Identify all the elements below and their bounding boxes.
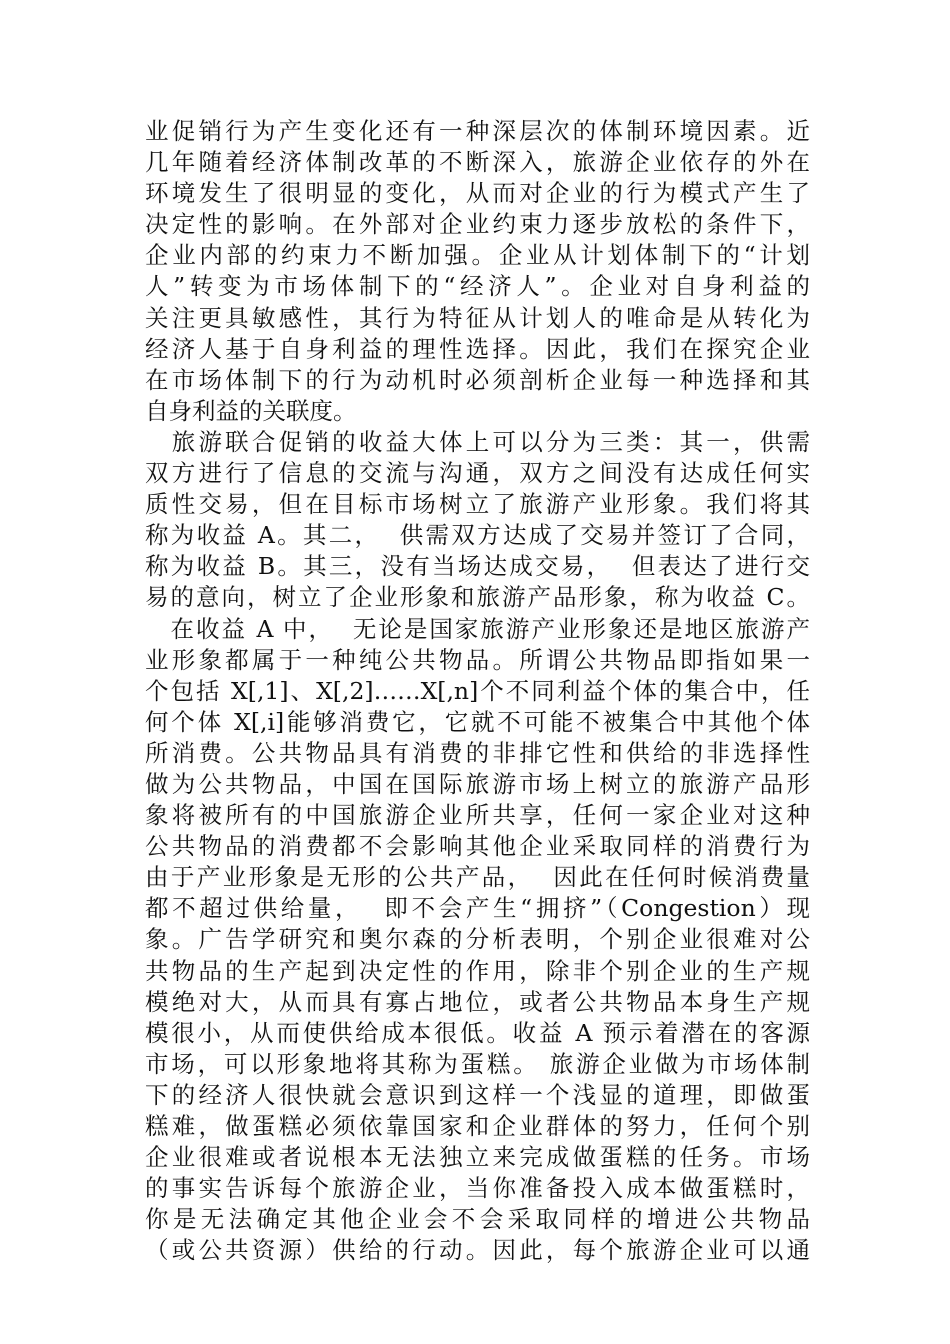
text-line: 经济人基于自身利益的理性选择。因此，我们在探究企业 — [145, 334, 810, 363]
text-line: 象将被所有的中国旅游企业所共享，任何一家企业对这种 — [145, 801, 810, 830]
text-line: 下的经济人很快就会意识到这样一个浅显的道理，即做蛋 — [145, 1080, 810, 1109]
text-line: 象。广告学研究和奥尔森的分析表明，个别企业很难对公 — [145, 925, 810, 954]
text-line: 何个体 X[,i]能够消费它，它就不可能不被集合中其他个体 — [145, 707, 810, 736]
text-line: 在收益 A 中， 无论是国家旅游产业形象还是地区旅游产 — [145, 614, 810, 643]
text-line: 共物品的生产起到决定性的作用，除非个别企业的生产规 — [145, 956, 810, 985]
text-line: 模很小，从而使供给成本很低。收益 A 预示着潜在的客源 — [145, 1018, 810, 1047]
text-line: 企业内部的约束力不断加强。企业从计划体制下的“计划 — [145, 241, 810, 270]
text-line: 称为收益 A。其二， 供需双方达成了交易并签订了合同， — [145, 521, 810, 550]
text-line: 你是无法确定其他企业会不会采取同样的增进公共物品 — [145, 1205, 810, 1234]
text-line: 环境发生了很明显的变化，从而对企业的行为模式产生了 — [145, 179, 810, 208]
text-line: 质性交易，但在目标市场树立了旅游产业形象。我们将其 — [145, 490, 810, 519]
text-line: 模绝对大，从而具有寡占地位，或者公共物品本身生产规 — [145, 987, 810, 1016]
text-line: 公共物品的消费都不会影响其他企业采取同样的消费行为 — [145, 832, 810, 861]
text-line: 糕难，做蛋糕必须依靠国家和企业群体的努力，任何个别 — [145, 1112, 810, 1140]
text-line: 由于产业形象是无形的公共产品， 因此在任何时候消费量 — [145, 863, 810, 892]
text-line: 做为公共物品，中国在国际旅游市场上树立的旅游产品形 — [145, 769, 810, 798]
text-line: 几年随着经济体制改革的不断深入，旅游企业依存的外在 — [145, 148, 810, 177]
text-line: 在市场体制下的行为动机时必须剖析企业每一种选择和其 — [145, 365, 810, 394]
text-line: 双方进行了信息的交流与沟通，双方之间没有达成任何实 — [145, 459, 810, 488]
body-text — [145, 116, 810, 1266]
text-line: 人”转变为市场体制下的“经济人”。企业对自身利益的 — [145, 272, 810, 301]
paragraph-3 — [145, 614, 810, 1267]
text-line: 关注更具敏感性，其行为特征从计划人的唯命是从转化为 — [145, 303, 810, 332]
text-line: 个包括 X[,1]、X[,2]……X[,n]个不同利益个体的集合中，任 — [145, 676, 810, 705]
paragraph-2 — [145, 427, 810, 614]
text-line: 业形象都属于一种纯公共物品。所谓公共物品即指如果一 — [145, 645, 810, 674]
text-line: （或公共资源）供给的行动。因此，每个旅游企业可以通 — [145, 1236, 810, 1265]
text-line: 市场，可以形象地将其称为蛋糕。 旅游企业做为市场体制 — [145, 1049, 810, 1078]
text-line: 业促销行为产生变化还有一种深层次的体制环境因素。近 — [145, 117, 810, 145]
text-line: 的事实告诉每个旅游企业，当你准备投入成本做蛋糕时， — [145, 1174, 810, 1203]
text-line: 称为收益 B。其三，没有当场达成交易， 但表达了进行交 — [145, 552, 810, 581]
text-line: 决定性的影响。在外部对企业约束力逐步放松的条件下， — [145, 210, 810, 239]
text-line: 所消费。公共物品具有消费的非排它性和供给的非选择性 — [145, 738, 810, 767]
paragraph-1 — [145, 116, 810, 427]
text-line: 旅游联合促销的收益大体上可以分为三类：其一，供需 — [145, 427, 810, 456]
text-line: 都不超过供给量， 即不会产生“拥挤”（Congestion）现 — [145, 894, 810, 923]
text-line: 自身利益的关联度。 — [145, 396, 357, 425]
text-line: 易的意向，树立了企业形象和旅游产品形象，称为收益 C。 — [145, 583, 810, 612]
text-line: 企业很难或者说根本无法独立来完成做蛋糕的任务。市场 — [145, 1143, 810, 1172]
